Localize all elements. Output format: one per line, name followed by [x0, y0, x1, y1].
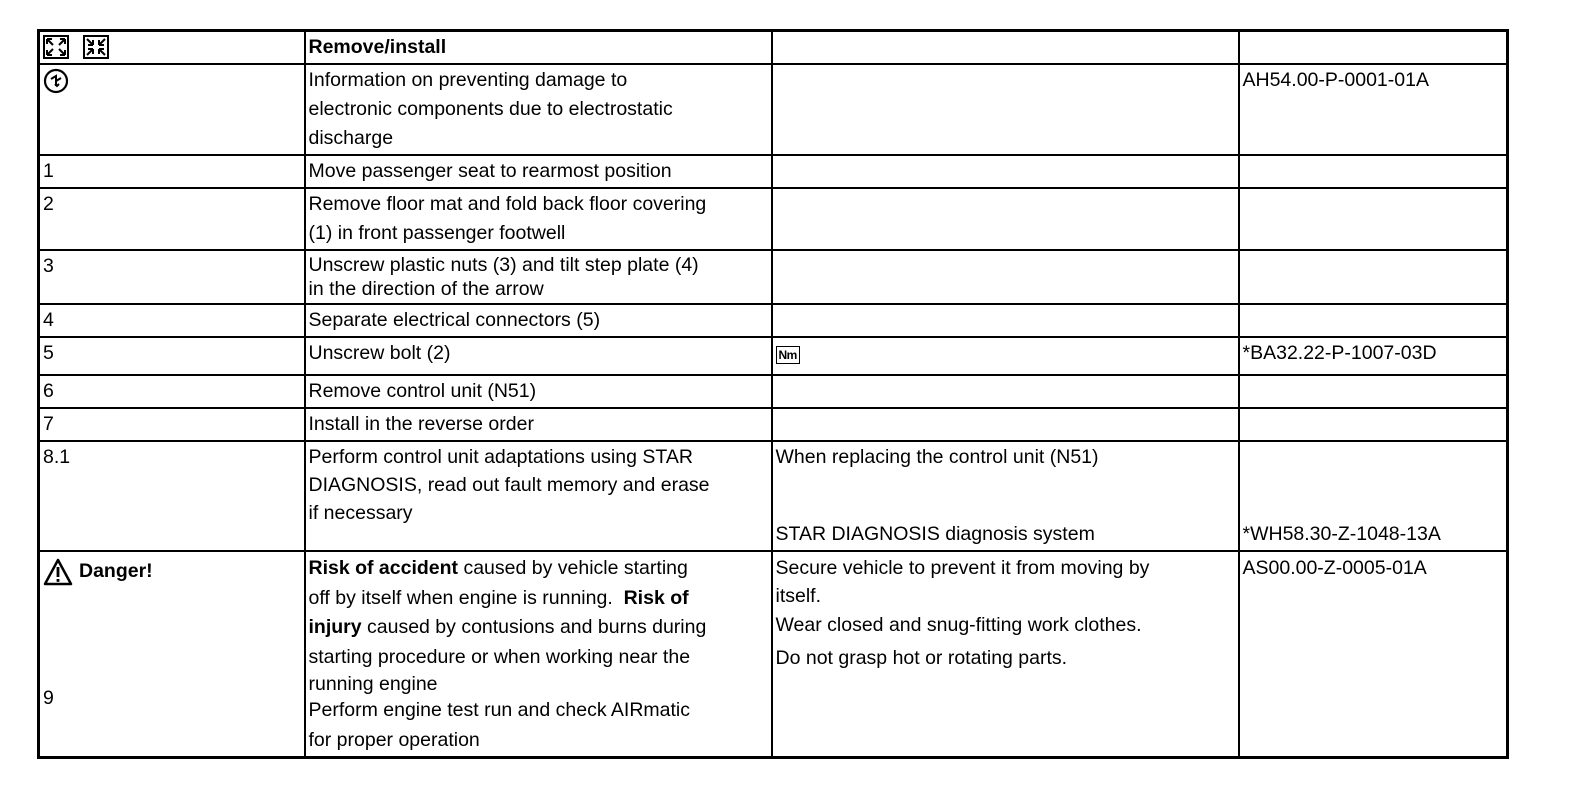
remove-icon — [43, 35, 69, 59]
step-number: 5 — [39, 337, 305, 375]
danger-label: Danger! — [43, 553, 298, 586]
torque-nm-icon[interactable]: Nm — [776, 346, 800, 364]
step-number: 1 — [39, 155, 305, 188]
step-text: Install in the reverse order — [305, 408, 772, 441]
risk-injury-label: Risk of — [623, 586, 689, 609]
document-reference[interactable]: *WH58.30-Z-1048-13A — [1242, 523, 1441, 545]
step-number: 2 — [39, 188, 305, 250]
step-text: Perform control unit adaptations using STAR — [308, 446, 693, 468]
step-number: 3 — [39, 250, 305, 304]
table-row — [39, 188, 1508, 250]
table-row — [39, 337, 1508, 375]
step-text: for proper operation — [308, 728, 480, 751]
step-text: discharge — [308, 127, 394, 149]
step-text: Information on preventing damage to — [308, 69, 628, 91]
diagnosis-system-label: STAR DIAGNOSIS diagnosis system — [775, 523, 1095, 545]
step-text: (1) in front passenger footwell — [308, 222, 566, 244]
table-row — [39, 441, 1508, 551]
procedure-table — [37, 29, 1509, 759]
warning-triangle-icon — [43, 558, 73, 586]
step-text: Move passenger seat to rearmost position — [305, 155, 772, 188]
step-number: 7 — [39, 408, 305, 441]
install-icon — [83, 35, 109, 59]
step-text: DIAGNOSIS, read out fault memory and erase — [308, 474, 710, 496]
table-row — [39, 304, 1508, 337]
safety-measure: Secure vehicle to prevent it from moving by — [775, 557, 1150, 579]
document-reference[interactable]: AS00.00-Z-0005-01A — [1242, 557, 1427, 579]
step-number: 4 — [39, 304, 305, 337]
step-number: 9 — [43, 687, 54, 709]
step-text: Perform engine test run and check AIRmatic — [308, 699, 691, 721]
safety-measure: itself. — [775, 585, 822, 607]
safety-measure: Wear closed and snug-fitting work clothes. — [775, 614, 1142, 636]
step-text: Unscrew plastic nuts (3) and tilt step plate (4) — [308, 254, 699, 276]
step-text: Separate electrical connectors (5) — [305, 304, 772, 337]
table-header-row — [39, 31, 1508, 65]
step-number: 8.1 — [39, 441, 305, 551]
risk-accident-label: Risk of accident — [308, 557, 459, 579]
table-row — [39, 408, 1508, 441]
table-row — [39, 375, 1508, 408]
step-note: When replacing the control unit (N51) — [775, 446, 1099, 468]
document-reference[interactable]: AH54.00-P-0001-01A — [1242, 69, 1429, 91]
safety-measure: Do not grasp hot or rotating parts. — [775, 647, 1068, 669]
step-text: Unscrew bolt (2) — [305, 337, 772, 375]
table-row — [39, 155, 1508, 188]
step-text: Remove control unit (N51) — [305, 375, 772, 408]
table-row — [39, 64, 1508, 155]
step-text: if necessary — [308, 502, 413, 524]
step-text: Remove floor mat and fold back floor covering — [308, 193, 707, 215]
step-number: 6 — [39, 375, 305, 408]
table-row — [39, 250, 1508, 304]
step-text: in the direction of the arrow — [308, 278, 544, 300]
section-title: Remove/install — [308, 36, 447, 58]
document-reference[interactable]: *BA32.22-P-1007-03D — [1242, 342, 1437, 364]
danger-row: Danger! 9 Risk of accident caused by vehicle starting off by itself when engine is running. Risk of injury caused by contusions and burns during starting procedure or when working near the running engine Perform engine test run and check AIRmatic for proper operation Secure vehicle to prevent it from moving by itself. Wear closed and snug-fitting work clothes. Do not grasp hot or rotating parts. AS00.00-Z-0005-01A — [39, 551, 1508, 758]
step-text: electronic components due to electrostatic — [308, 98, 673, 120]
esd-warning-icon — [43, 68, 69, 94]
